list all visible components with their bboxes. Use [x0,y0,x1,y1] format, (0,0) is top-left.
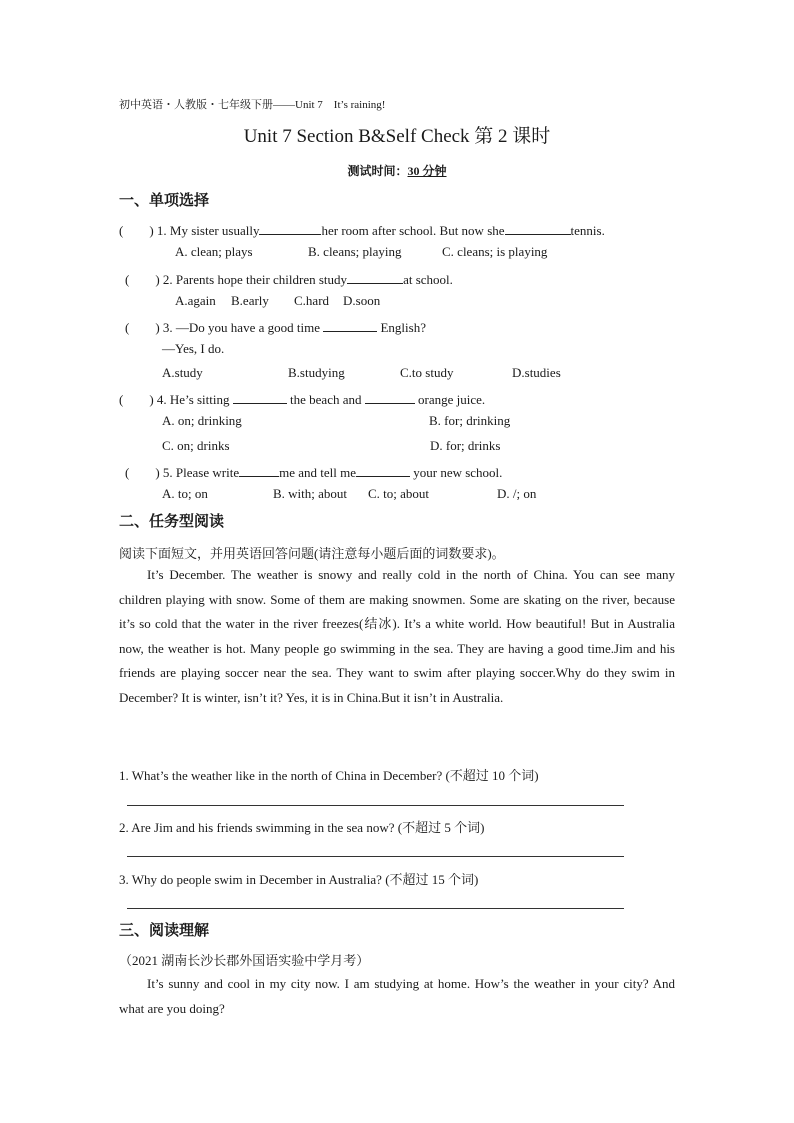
page-title: Unit 7 Section B&Self Check 第 2 课时 [243,126,551,147]
option: A.again [175,293,216,308]
question-text: 4. He’s sitting [156,392,233,407]
answer-paren: ( ) [119,392,154,407]
test-time [0,162,794,179]
reading-passage-2 [119,972,675,1021]
answer-paren: ( ) [125,465,160,480]
question-3-reply: —Yes, I do. [162,341,225,356]
question-5 [125,462,502,481]
reading-question-1: 1. What’s the weather like in the north of China in December? (不超过 10 个词) [119,768,539,783]
question-text: your new school. [409,465,503,480]
answer-paren: ( ) [125,272,160,287]
option: C.to study [400,365,454,380]
answer-line [127,908,624,909]
section-instruction: 阅读下面短文，并用英语回答问题(请注意每小题后面的词数要求)。 [119,546,505,561]
option: D. /; on [497,486,537,501]
option: B.early [231,293,269,308]
question-text: her room after school. But now she [321,223,505,238]
question-text: tennis. [570,223,605,238]
question-text: the beach and [286,392,365,407]
option: B. with; about [273,486,348,501]
option: A. clean; plays [175,244,253,259]
question-text: English? [377,320,426,335]
reading-question-3: 3. Why do people swim in December in Australia? (不超过 15 个词) [119,872,479,887]
blank-line [347,271,403,284]
answer-line [127,805,624,806]
option: B.studying [288,365,345,380]
option: D. for; drinks [430,438,501,453]
section-heading-1: 一、单项选择 [119,191,210,209]
blank-line [356,464,410,477]
passage-text: It’s December. The weather is snowy and really cold in the north of China. You can see many children playing with snow. Some of them are making snowmen. Some are skating on the river, because it’s so cold that the water in the river freezes(结冰). It’s a white world. How beautiful! But in Australia now, the weather is hot. Many people go swimming in the sea. They are having a good time.Jim and his friends are playing soccer near the sea. They want to swim after playing soccer.Why do they swim in December? It is winter, isn’t it? Yes, it is in China.But it isn’t in Australia. [119,567,675,705]
question-text: orange juice. [414,392,486,407]
section-heading-3: 三、阅读理解 [119,921,210,939]
option: D.soon [343,293,381,308]
question-text: 3. —Do you have a good time [162,320,324,335]
option: A.study [162,365,203,380]
blank-line [233,391,287,404]
blank-line [505,222,571,235]
blank-line [259,222,321,235]
answer-line [127,856,624,857]
blank-line [323,319,377,332]
question-3 [125,317,426,336]
option: C. cleans; is playing [442,244,548,259]
question-2 [125,269,453,288]
passage-text: It’s sunny and cool in my city now. I am studying at home. How’s the weather in your city? And what are you doing? [119,976,675,1016]
breadcrumb: 初中英语・人教版・七年级下册——Unit 7 It’s raining! [119,99,386,111]
option: D.studies [512,365,561,380]
question-text: 5. Please write [162,465,240,480]
question-text: 1. My sister usually [156,223,260,238]
option: A. on; drinking [162,413,242,428]
reading-question-2: 2. Are Jim and his friends swimming in the sea now? (不超过 5 个词) [119,820,485,835]
option: B. cleans; playing [308,244,402,259]
option: C. to; about [368,486,430,501]
question-1 [119,220,605,239]
passage-source: （2021 湖南长沙长郡外国语实验中学月考） [119,953,370,968]
question-text: me and tell me [279,465,356,480]
section-heading-2: 二、任务型阅读 [119,512,225,530]
blank-line [239,464,279,477]
option: B. for; drinking [429,413,511,428]
test-time-label: 测试时间： [347,164,408,178]
test-time-value: 30 分钟 [407,164,447,178]
blank-line [365,391,415,404]
answer-paren: ( ) [125,320,160,335]
answer-paren: ( ) [119,223,154,238]
question-4 [119,389,485,408]
reading-passage [119,563,675,711]
option: C.hard [294,293,330,308]
option: C. on; drinks [162,438,230,453]
question-text: 2. Parents hope their children study [162,272,348,287]
question-text: at school. [403,272,453,287]
option: A. to; on [162,486,208,501]
